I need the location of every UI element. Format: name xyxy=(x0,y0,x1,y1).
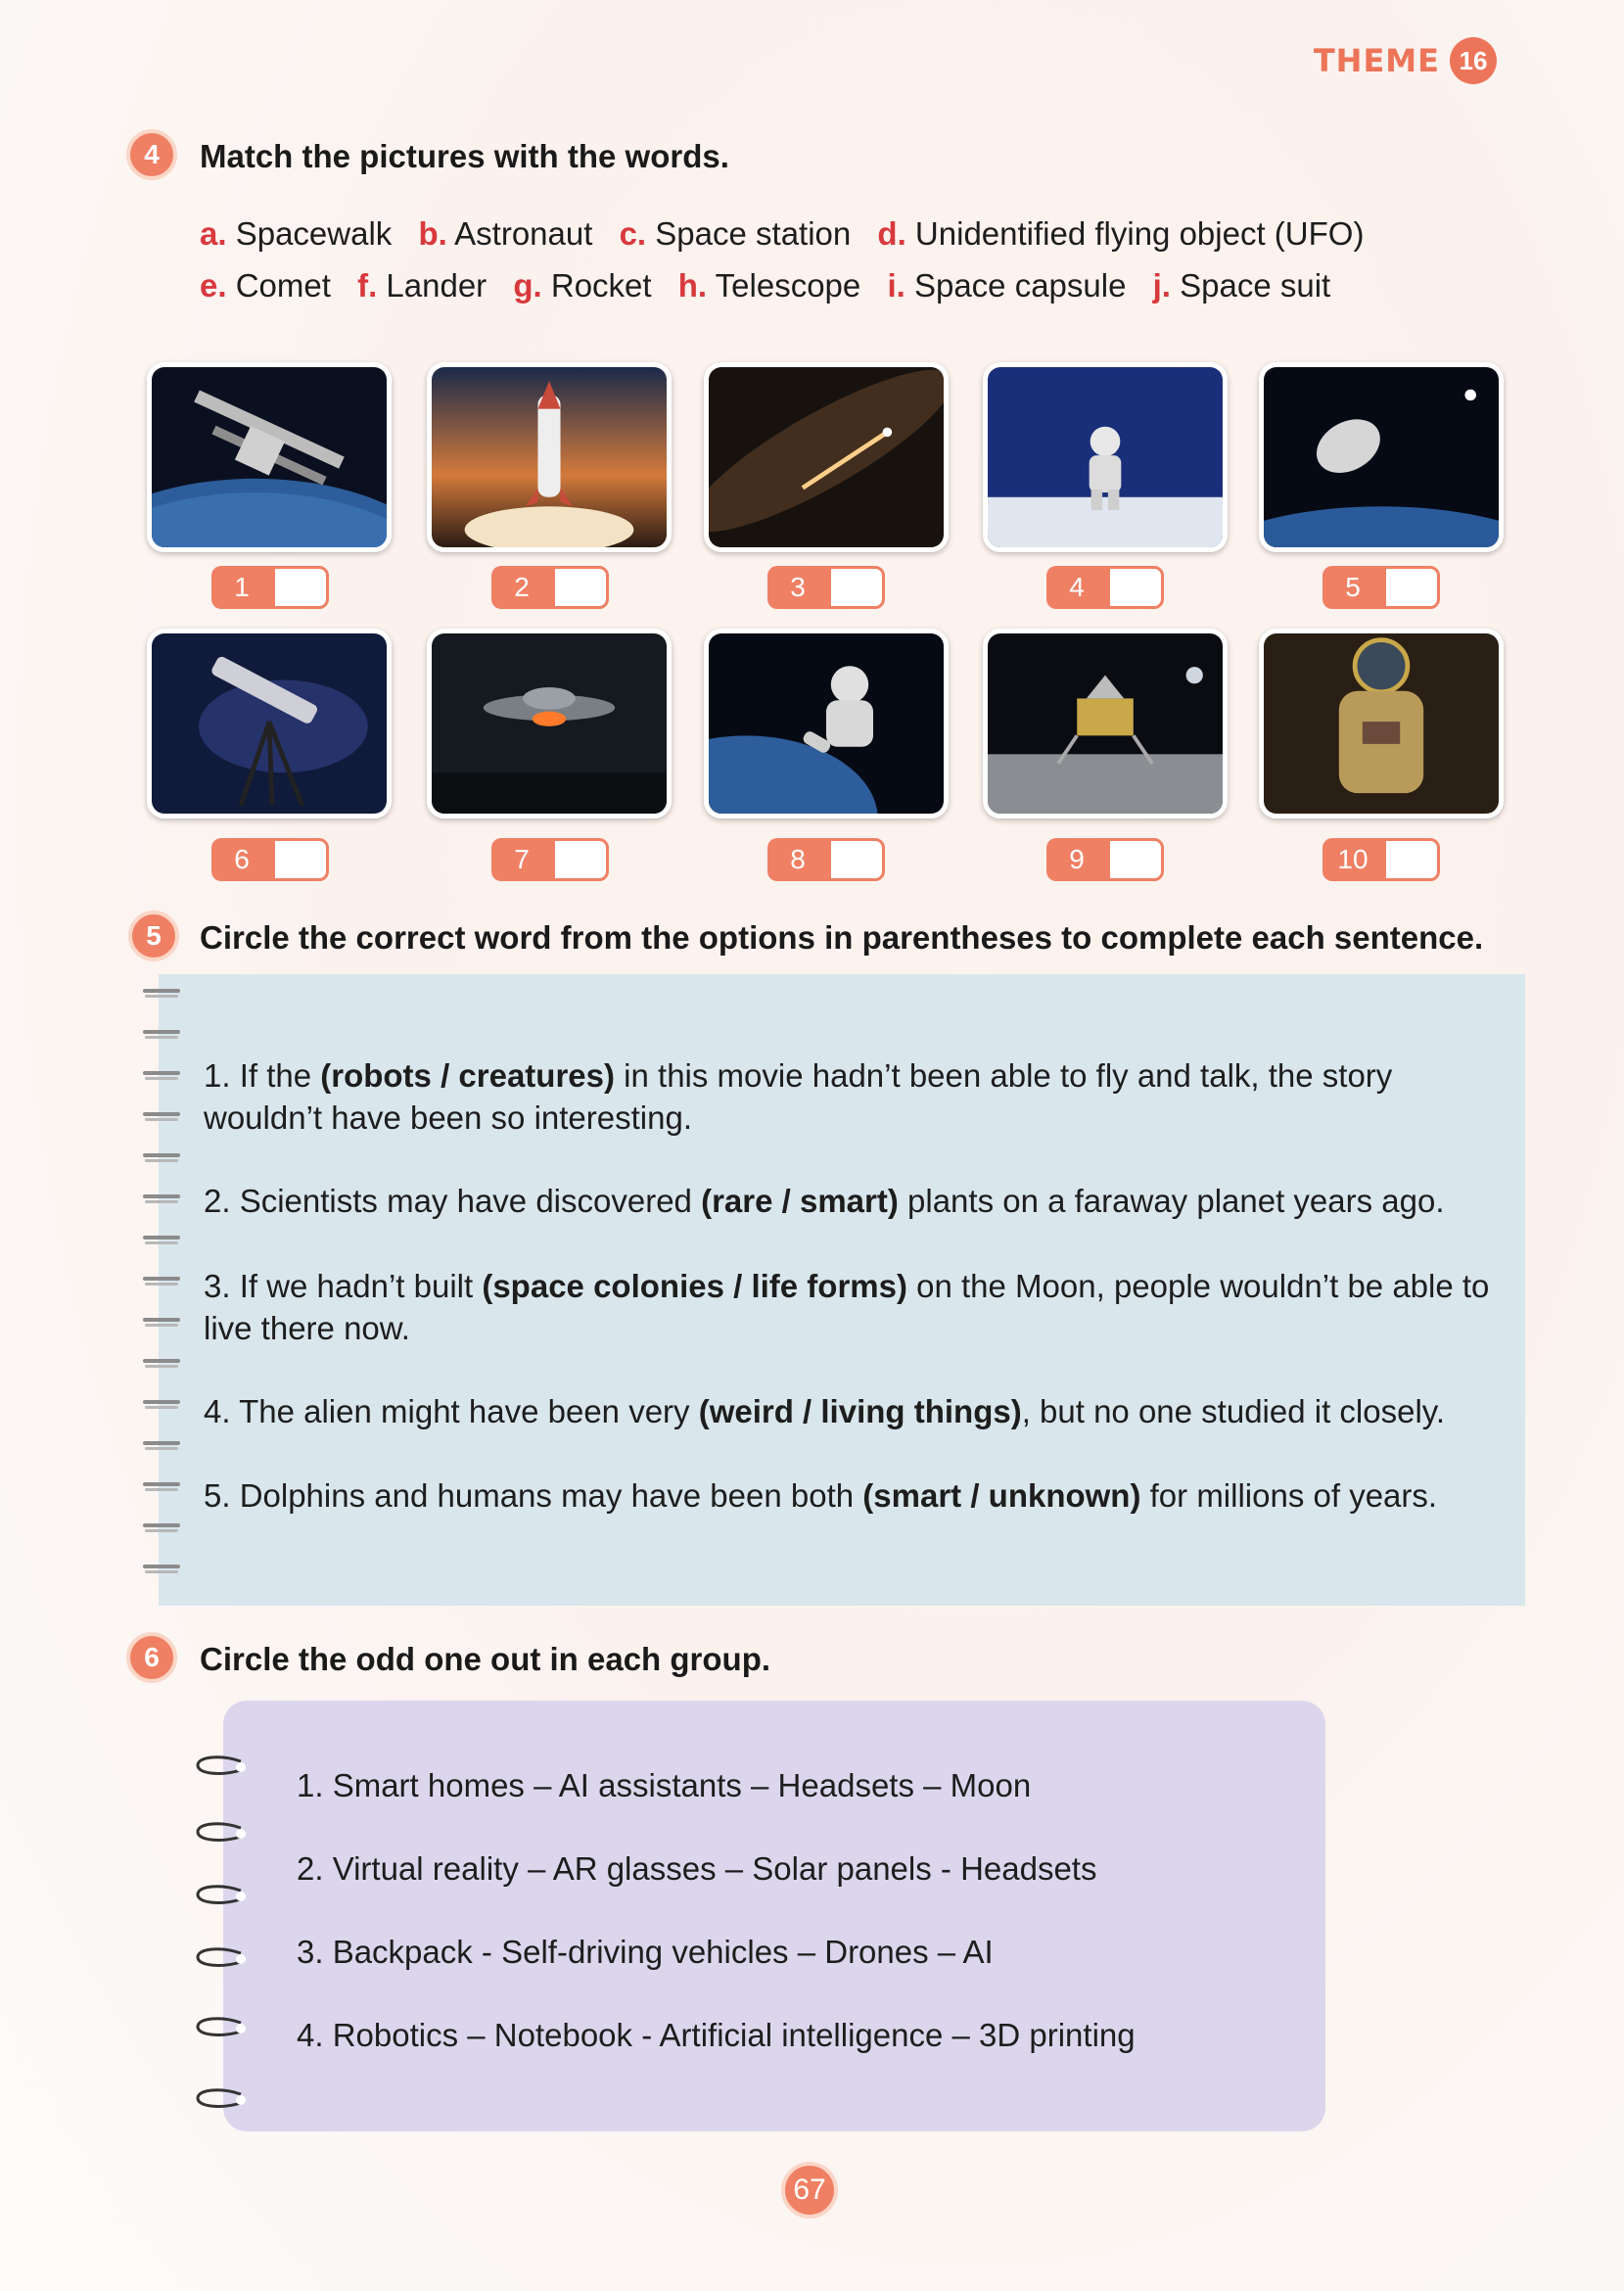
space-station-image xyxy=(147,362,392,552)
sentence-4: 4. The alien might have been very (weird / living things), but no one studied it closely. xyxy=(204,1393,1446,1429)
answer-box[interactable] xyxy=(552,566,609,609)
answer-box[interactable] xyxy=(272,566,329,609)
space-suit-image xyxy=(1259,629,1504,818)
word-options[interactable]: (robots / creatures) xyxy=(320,1057,615,1094)
answer-box[interactable] xyxy=(272,838,329,881)
answer-label-3 xyxy=(767,566,885,609)
section-4-number: 4 xyxy=(126,129,177,180)
word-item: e. Comet xyxy=(200,267,331,304)
note-card-panel xyxy=(223,1701,1325,2131)
lunar-lander-image xyxy=(983,629,1228,818)
sentence-3: 3. If we hadn’t built (space colonies / life forms) on the Moon, people wouldn’t be able to live there now. xyxy=(204,1268,1490,1346)
ring-binding-icon xyxy=(192,2085,251,2115)
answer-box[interactable] xyxy=(828,838,885,881)
answer-label-2 xyxy=(491,566,609,609)
word-item: j. Space suit xyxy=(1152,267,1331,304)
answer-box[interactable] xyxy=(828,566,885,609)
theme-header xyxy=(1314,37,1497,84)
page-number: 67 xyxy=(781,2162,838,2219)
ring-binding-icon xyxy=(192,1944,251,1974)
odd-one-out-group-1[interactable]: 1. Smart homes – AI assistants – Headsets – Moon xyxy=(297,1767,1032,1803)
picture-number: 5 xyxy=(1322,566,1383,609)
sentence-5: 5. Dolphins and humans may have been both (smart / unknown) for millions of years. xyxy=(204,1477,1438,1514)
word-item: b. Astronaut xyxy=(418,215,593,252)
answer-box[interactable] xyxy=(1107,838,1164,881)
ring-binding-icon xyxy=(192,2014,251,2043)
rocket-launch-image xyxy=(427,362,672,552)
picture-number: 6 xyxy=(211,838,272,881)
telescope-image xyxy=(147,629,392,818)
word-options[interactable]: (smart / unknown) xyxy=(862,1477,1141,1514)
picture-number: 9 xyxy=(1046,838,1107,881)
answer-box[interactable] xyxy=(552,838,609,881)
ring-binding-icon xyxy=(192,1819,251,1848)
odd-one-out-group-2[interactable]: 2. Virtual reality – AR glasses – Solar panels - Headsets xyxy=(297,1850,1097,1887)
word-item: h. Telescope xyxy=(677,267,861,304)
word-list-row-1 xyxy=(200,215,1381,253)
picture-number: 10 xyxy=(1322,838,1383,881)
word-list-row-2 xyxy=(200,267,1348,304)
section-4-title: Match the pictures with the words. xyxy=(200,138,729,174)
section-6-number: 6 xyxy=(126,1632,177,1683)
picture-number: 2 xyxy=(491,566,552,609)
ring-binding-icon xyxy=(192,1882,251,1911)
picture-number: 7 xyxy=(491,838,552,881)
section-5-title: Circle the correct word from the options in parentheses to complete each sentence. xyxy=(200,919,1484,956)
section-5-number: 5 xyxy=(128,911,179,961)
word-item: d. Unidentified flying object (UFO) xyxy=(877,215,1365,252)
ufo-image xyxy=(427,629,672,818)
space-capsule-image xyxy=(1259,362,1504,552)
answer-label-1 xyxy=(211,566,329,609)
answer-label-8 xyxy=(767,838,885,881)
astronaut-on-moon-image xyxy=(983,362,1228,552)
word-options[interactable]: (weird / living things) xyxy=(698,1393,1022,1429)
theme-label: THEME xyxy=(1313,42,1440,79)
section-6-title: Circle the odd one out in each group. xyxy=(200,1641,771,1677)
answer-label-5 xyxy=(1322,566,1440,609)
picture-number: 1 xyxy=(211,566,272,609)
word-item: i. Space capsule xyxy=(887,267,1127,304)
spacewalk-image xyxy=(704,629,949,818)
theme-number-badge: 16 xyxy=(1450,37,1497,84)
word-options[interactable]: (rare / smart) xyxy=(701,1183,899,1219)
notebook-spiral-binding xyxy=(143,989,182,1606)
odd-one-out-group-3[interactable]: 3. Backpack - Self-driving vehicles – Drones – AI xyxy=(297,1934,994,1970)
word-item: a. Spacewalk xyxy=(200,215,393,252)
odd-one-out-group-4[interactable]: 4. Robotics – Notebook - Artificial intelligence – 3D printing xyxy=(297,2017,1136,2053)
sentence-2: 2. Scientists may have discovered (rare / smart) plants on a faraway planet years ago. xyxy=(204,1183,1445,1219)
answer-label-7 xyxy=(491,838,609,881)
answer-box[interactable] xyxy=(1383,566,1440,609)
word-item: c. Space station xyxy=(619,215,852,252)
picture-number: 4 xyxy=(1046,566,1107,609)
answer-label-6 xyxy=(211,838,329,881)
answer-label-10 xyxy=(1322,838,1440,881)
word-options[interactable]: (space colonies / life forms) xyxy=(482,1268,907,1304)
picture-number: 3 xyxy=(767,566,828,609)
answer-box[interactable] xyxy=(1383,838,1440,881)
word-item: f. Lander xyxy=(357,267,487,304)
sentence-1: 1. If the (robots / creatures) in this movie hadn’t been able to fly and talk, the story wouldn’t have been so interesting. xyxy=(204,1057,1393,1136)
picture-number: 8 xyxy=(767,838,828,881)
word-item: g. Rocket xyxy=(513,267,652,304)
answer-label-4 xyxy=(1046,566,1164,609)
comet-image xyxy=(704,362,949,552)
ring-binding-icon xyxy=(192,1753,251,1782)
answer-box[interactable] xyxy=(1107,566,1164,609)
answer-label-9 xyxy=(1046,838,1164,881)
